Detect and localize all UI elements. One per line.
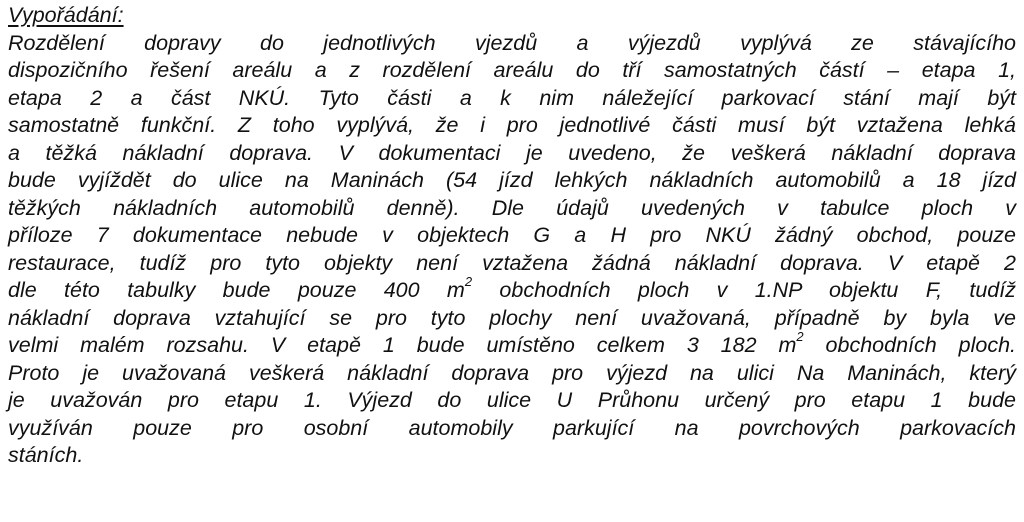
superscript-exponent: 2: [464, 273, 473, 289]
paragraph-line: těžkých nákladních automobilů denně). Dle údajů uvedených v tabulce ploch v: [8, 195, 1016, 220]
paragraph-line: a těžká nákladní doprava. V dokumentaci je uvedeno, že veškerá nákladní doprava: [8, 140, 1016, 165]
paragraph-line-last: stáních.: [8, 443, 84, 467]
paragraph-line-with-superscript: [8, 328, 1016, 360]
line-text-before: dle této tabulky bude pouze 400 m: [8, 278, 465, 302]
paragraph-line: Rozdělení dopravy do jednotlivých vjezdů a výjezdů vyplývá ze stávajícího: [8, 30, 1016, 55]
paragraph-line: využíván pouze pro osobní automobily parkující na povrchových parkovacích: [8, 415, 1016, 440]
paragraph-line: Proto je uvažovaná veškerá nákladní doprava pro výjezd na ulici Na Maninách, který: [8, 360, 1016, 385]
paragraph-line: je uvažován pro etapu 1. Výjezd do ulice U Průhonu určený pro etapu 1 bude: [8, 388, 1016, 412]
paragraph-line: restaurace, tudíž pro tyto objekty není vztažena žádná nákladní doprava. V etapě 2: [8, 250, 1016, 275]
paragraph-line: etapa 2 a část NKÚ. Tyto části a k nim náležející parkovací stání mají být: [8, 85, 1016, 110]
paragraph-line: samostatně funkční. Z toho vyplývá, že i pro jednotlivé části musí být vztažena lehká: [8, 113, 1016, 137]
paragraph-line: příloze 7 dokumentace nebude v objektech G a H pro NKÚ žádný obchod, pouze: [8, 223, 1016, 247]
section-heading: Vypořádání:: [8, 3, 124, 27]
paragraph-line-with-superscript: [8, 273, 1016, 305]
line-text-after: obchodních ploch.: [803, 333, 1016, 357]
paragraph-line: dispozičního řešení areálu a z rozdělení areálu do tří samostatných částí – etapa 1,: [8, 58, 1016, 82]
line-text-before: velmi malém rozsahu. V etapě 1 bude umístěno celkem 3 182 m: [8, 333, 797, 357]
paragraph-line: bude vyjíždět do ulice na Maninách (54 jízd lehkých nákladních automobilů a 18 jízd: [8, 168, 1016, 192]
paragraph-line: nákladní doprava vztahující se pro tyto plochy není uvažovaná, případně by byla ve: [8, 305, 1016, 330]
superscript-exponent: 2: [796, 328, 804, 344]
line-text-after: obchodních ploch v 1.NP objektu F, tudíž: [472, 278, 1016, 302]
